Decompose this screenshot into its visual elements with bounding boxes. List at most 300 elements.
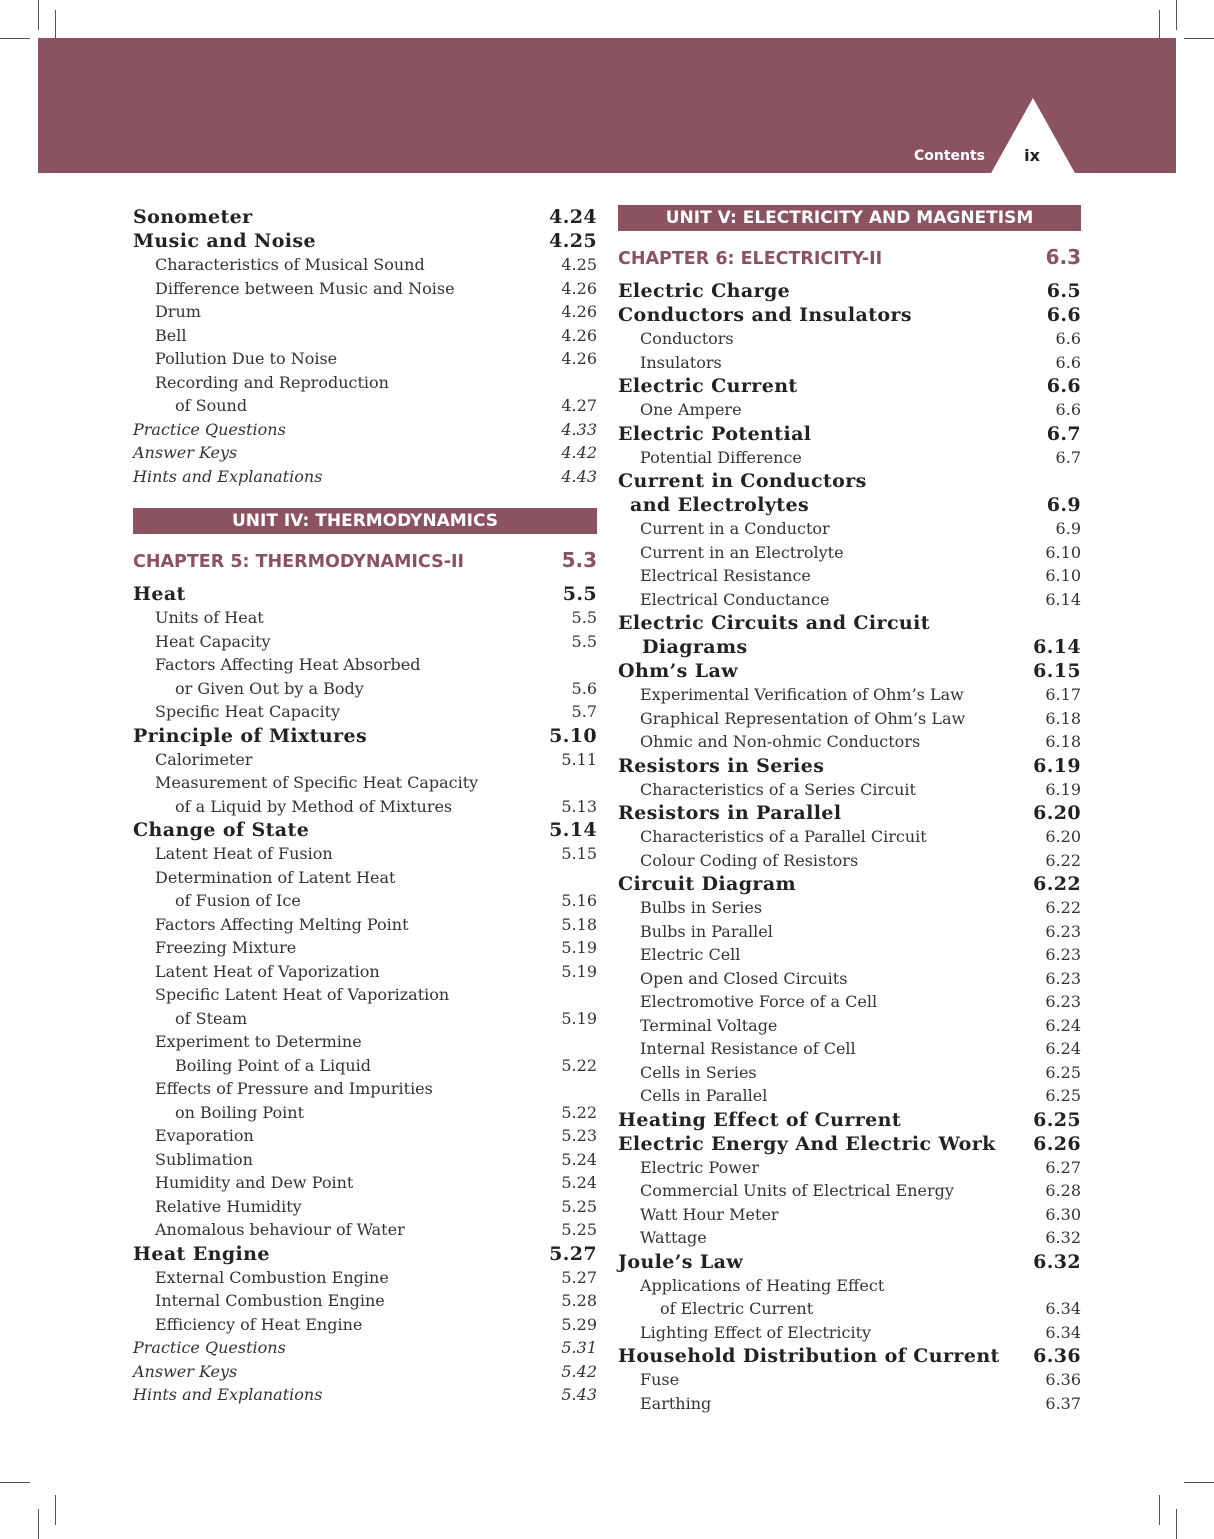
toc-entry-title: Heating Effect of Current — [618, 1108, 902, 1131]
toc-entry-page: 6.14 — [1045, 589, 1081, 609]
toc-left-entries-2 — [133, 582, 597, 1407]
toc-entry — [133, 465, 597, 489]
toc-entry — [618, 422, 1081, 446]
toc-entry-title: Answer Keys — [133, 1361, 238, 1381]
toc-entry-page: 4.26 — [561, 325, 597, 345]
toc-entry-title: Watt Hour Meter — [640, 1204, 779, 1224]
toc-entry-page: 6.36 — [1045, 1370, 1081, 1389]
toc-entry — [133, 771, 597, 795]
toc-entry-title: Potential Difference — [640, 447, 802, 467]
toc-entry — [618, 541, 1081, 565]
toc-entry-page: 6.6 — [1055, 400, 1081, 419]
chapter-heading — [133, 548, 597, 572]
toc-entry — [618, 1156, 1081, 1180]
toc-entry-title: Factors Affecting Melting Point — [155, 914, 409, 934]
toc-entry-page: 6.23 — [1045, 968, 1081, 988]
toc-entry — [618, 588, 1081, 612]
toc-entry-title: Insulators — [640, 352, 722, 372]
toc-entry-title: Specific Heat Capacity — [155, 702, 341, 721]
crop-mark — [1159, 1495, 1160, 1525]
toc-entry-page: 6.6 — [1055, 352, 1081, 372]
toc-entry-page: 5.7 — [571, 702, 597, 721]
toc-entry-title: Effects of Pressure and Impurities — [155, 1079, 433, 1098]
toc-entry — [133, 889, 597, 913]
toc-entry — [133, 1124, 597, 1148]
toc-entry-page: 6.25 — [1045, 1086, 1081, 1105]
toc-entry-title: Heat Capacity — [155, 631, 271, 651]
toc-entry-title: Commercial Units of Electrical Energy — [640, 1181, 954, 1200]
toc-entry-title: Determination of Latent Heat — [155, 867, 396, 887]
toc-entry-page: 5.5 — [562, 583, 597, 605]
toc-entry — [618, 398, 1081, 422]
toc-entry-page: 6.24 — [1045, 1015, 1081, 1035]
toc-entry-page: 4.26 — [561, 278, 597, 298]
toc-entry-page: 5.24 — [561, 1149, 597, 1169]
toc-entry-title: One Ampere — [640, 400, 742, 419]
toc-entry — [618, 1392, 1081, 1416]
toc-entry — [618, 967, 1081, 991]
toc-entry — [133, 1383, 597, 1407]
toc-entry — [133, 394, 597, 418]
toc-entry-page: 6.23 — [1045, 921, 1081, 941]
toc-entry-title: Heat Engine — [133, 1242, 270, 1265]
toc-entry — [618, 564, 1081, 588]
toc-entry-page: 6.7 — [1046, 422, 1081, 445]
toc-entry-page: 4.24 — [549, 206, 597, 228]
toc-entry-title: Characteristics of Musical Sound — [155, 255, 425, 274]
crop-mark — [0, 1482, 30, 1483]
toc-entry — [133, 606, 597, 630]
toc-entry — [618, 920, 1081, 944]
toc-entry-title: Latent Heat of Fusion — [155, 844, 333, 863]
toc-entry-title: Hints and Explanations — [133, 1385, 323, 1404]
toc-entry-title: Practice Questions — [133, 1338, 286, 1357]
toc-entry-title: Current in an Electrolyte — [640, 542, 844, 562]
toc-entry — [133, 1218, 597, 1242]
toc-entry-page: 4.25 — [561, 255, 597, 274]
toc-entry — [618, 1274, 1081, 1298]
toc-entry-title: Graphical Representation of Ohm’s Law — [640, 708, 966, 728]
chapter-heading — [618, 245, 1081, 269]
toc-entry-title: Joule’s Law — [618, 1250, 744, 1273]
toc-entry-page: 5.25 — [561, 1220, 597, 1239]
toc-entry-page: 5.24 — [561, 1173, 597, 1192]
toc-entry-page: 6.10 — [1045, 566, 1081, 585]
crop-mark — [38, 1509, 39, 1539]
toc-entry-title: Recording and Reproduction — [155, 372, 389, 392]
toc-entry-page: 4.26 — [561, 302, 597, 321]
toc-entry — [133, 253, 597, 277]
toc-entry-page: 5.31 — [561, 1338, 597, 1357]
toc-entry — [618, 1226, 1081, 1250]
toc-entry-page: 6.6 — [1055, 329, 1081, 348]
toc-entry-title: Resistors in Parallel — [618, 802, 842, 824]
toc-entry-title: Fuse — [640, 1370, 680, 1389]
toc-entry-title: Electrical Conductance — [640, 589, 830, 609]
toc-entry-title: Lighting Effect of Electricity — [640, 1322, 872, 1342]
toc-entry — [618, 1037, 1081, 1061]
toc-entry-page: 5.42 — [561, 1361, 597, 1381]
toc-entry-title: Difference between Music and Noise — [155, 278, 455, 298]
toc-entry — [133, 229, 597, 253]
toc-entry-page: 6.7 — [1055, 447, 1081, 467]
toc-entry — [618, 943, 1081, 967]
toc-entry-title: Humidity and Dew Point — [155, 1173, 354, 1192]
toc-entry — [133, 418, 597, 442]
toc-entry-title: Conductors and Insulators — [618, 304, 912, 326]
toc-entry — [618, 1344, 1081, 1368]
toc-entry-title: Cells in Parallel — [640, 1086, 768, 1105]
toc-entry — [618, 1179, 1081, 1203]
toc-entry-title: Answer Keys — [133, 443, 238, 462]
toc-entry-title: Characteristics of a Parallel Circuit — [640, 827, 927, 846]
toc-entry-title: Electrical Resistance — [640, 566, 811, 585]
toc-entry — [618, 374, 1081, 398]
toc-entry-page: 5.18 — [561, 914, 597, 934]
toc-entry-page: 6.5 — [1046, 280, 1081, 302]
toc-entry-page: 4.33 — [561, 419, 597, 439]
toc-entry-title: Electromotive Force of a Cell — [640, 992, 878, 1011]
toc-entry-title: Principle of Mixtures — [133, 724, 368, 747]
toc-entry — [133, 653, 597, 677]
toc-entry-title: Change of State — [133, 819, 310, 841]
unit-heading: UNIT IV: THERMODYNAMICS — [133, 508, 597, 534]
toc-entry-title: Open and Closed Circuits — [640, 968, 848, 988]
toc-entry — [618, 778, 1081, 802]
toc-entry-title: on Boiling Point — [175, 1102, 304, 1122]
toc-entry-page: 6.18 — [1045, 732, 1081, 751]
toc-entry-page: 5.14 — [549, 819, 597, 841]
toc-entry — [133, 630, 597, 654]
toc-entry-title: Hints and Explanations — [133, 466, 323, 486]
toc-entry — [133, 983, 597, 1007]
toc-entry-title: Calorimeter — [155, 749, 253, 769]
crop-mark — [1159, 10, 1160, 40]
toc-entry-page: 6.19 — [1045, 779, 1081, 799]
toc-entry-title: Evaporation — [155, 1126, 254, 1145]
toc-entry-page: 5.11 — [561, 749, 597, 769]
toc-entry-title: Relative Humidity — [155, 1196, 302, 1216]
toc-entry — [133, 866, 597, 890]
toc-entry — [618, 1084, 1081, 1108]
toc-entry-page: 6.27 — [1045, 1157, 1081, 1177]
toc-entry-page: 6.36 — [1033, 1345, 1081, 1367]
toc-entry — [133, 842, 597, 866]
toc-entry — [618, 659, 1081, 683]
toc-entry-page: 4.43 — [561, 466, 597, 486]
toc-entry — [618, 1321, 1081, 1345]
toc-entry-page: 6.32 — [1033, 1250, 1081, 1273]
toc-entry — [618, 1061, 1081, 1085]
toc-entry-title: Electric Cell — [640, 945, 741, 964]
toc-entry — [133, 795, 597, 819]
toc-entry — [133, 205, 597, 229]
toc-entry — [618, 896, 1081, 920]
toc-entry — [133, 1195, 597, 1219]
toc-entry-title: Sublimation — [155, 1149, 253, 1169]
toc-entry-page: 4.26 — [561, 349, 597, 368]
toc-entry-title: Electric Power — [640, 1157, 760, 1177]
toc-entry-title: External Combustion Engine — [155, 1267, 389, 1287]
toc-entry-title: Conductors — [640, 329, 734, 348]
toc-entry-title: Pollution Due to Noise — [155, 349, 338, 368]
crop-mark — [1176, 0, 1177, 30]
toc-entry-page: 6.28 — [1045, 1181, 1081, 1200]
toc-entry-page: 6.37 — [1045, 1393, 1081, 1413]
toc-entry-page: 6.34 — [1045, 1299, 1081, 1318]
toc-entry-page: 6.25 — [1045, 1062, 1081, 1082]
toc-entry-title: Electric Charge — [618, 280, 791, 302]
toc-entry — [618, 1203, 1081, 1227]
toc-entry-title: Measurement of Specific Heat Capacity — [155, 773, 479, 792]
toc-entry-title: Earthing — [640, 1393, 712, 1413]
toc-entry — [618, 990, 1081, 1014]
toc-entry — [133, 1054, 597, 1078]
toc-entry-page: 6.22 — [1045, 850, 1081, 870]
toc-entry — [133, 300, 597, 324]
toc-entry-title: Bell — [155, 325, 187, 345]
toc-entry-title: Cells in Series — [640, 1062, 757, 1082]
toc-entry — [133, 1360, 597, 1384]
toc-entry — [618, 327, 1081, 351]
toc-entry — [618, 351, 1081, 375]
toc-entry — [133, 1336, 597, 1360]
crop-mark — [38, 0, 39, 30]
toc-entry-title: of Fusion of Ice — [175, 891, 301, 910]
crop-mark — [1184, 38, 1214, 39]
toc-entry-page: 6.32 — [1045, 1228, 1081, 1247]
toc-entry-title: Electric Circuits and Circuit — [618, 612, 930, 634]
crop-mark — [55, 10, 56, 40]
toc-entry-page: 5.13 — [561, 796, 597, 816]
toc-entry — [133, 913, 597, 937]
toc-entry — [133, 1313, 597, 1337]
crop-mark — [1176, 1509, 1177, 1539]
toc-entry-page: 6.24 — [1045, 1039, 1081, 1058]
toc-entry-title: Music and Noise — [133, 230, 317, 252]
toc-entry-page: 5.23 — [561, 1126, 597, 1145]
toc-entry — [133, 324, 597, 348]
toc-entry — [133, 724, 597, 748]
toc-entry-title: Sonometer — [133, 206, 253, 228]
toc-entry-title: of Sound — [175, 396, 248, 415]
toc-entry — [133, 1266, 597, 1290]
toc-entry — [133, 582, 597, 606]
toc-entry — [133, 748, 597, 772]
toc-entry-title: Internal Resistance of Cell — [640, 1039, 856, 1058]
toc-entry-title: Current in Conductors — [618, 470, 867, 492]
toc-entry-title: Current in a Conductor — [640, 519, 830, 538]
toc-entry-title: Freezing Mixture — [155, 938, 297, 957]
crop-mark — [0, 38, 30, 39]
toc-entry-page: 5.19 — [561, 938, 597, 957]
toc-entry — [133, 1007, 597, 1031]
toc-entry — [618, 517, 1081, 541]
toc-entry — [133, 441, 597, 465]
toc-entry-page: 6.26 — [1033, 1132, 1081, 1155]
toc-entry-title: Drum — [155, 302, 201, 321]
toc-entry — [133, 677, 597, 701]
toc-left-column — [133, 205, 597, 1407]
toc-entry-title: Wattage — [640, 1228, 707, 1247]
toc-entry-page: 5.10 — [549, 724, 597, 747]
toc-entry — [133, 960, 597, 984]
toc-entry — [133, 1101, 597, 1125]
toc-entry-page: 6.6 — [1046, 304, 1081, 326]
toc-entry — [618, 683, 1081, 707]
toc-entry-page: 6.6 — [1046, 375, 1081, 397]
toc-right-column — [618, 205, 1081, 1415]
toc-entry-page: 6.25 — [1033, 1108, 1081, 1131]
toc-entry-page: 6.17 — [1045, 685, 1081, 704]
toc-entry — [133, 700, 597, 724]
toc-entry-page: 6.34 — [1045, 1322, 1081, 1342]
toc-entry-page: 6.20 — [1045, 827, 1081, 846]
toc-entry-title: Circuit Diagram — [618, 873, 797, 895]
toc-entry-page: 6.18 — [1045, 708, 1081, 728]
chapter-title: CHAPTER 6: ELECTRICITY-II — [618, 249, 883, 269]
toc-entry-title: Colour Coding of Resistors — [640, 850, 859, 870]
toc-right-entries — [618, 279, 1081, 1415]
toc-entry-title: Terminal Voltage — [640, 1015, 778, 1035]
toc-entry-title: Electric Energy And Electric Work — [618, 1132, 996, 1155]
toc-entry-title: or Given Out by a Body — [175, 678, 364, 698]
toc-entry-title: of Electric Current — [660, 1299, 814, 1318]
toc-entry — [618, 825, 1081, 849]
toc-entry — [133, 1030, 597, 1054]
toc-entry-page: 5.27 — [549, 1242, 597, 1265]
toc-entry-page: 5.15 — [561, 844, 597, 863]
toc-entry-page: 6.30 — [1045, 1204, 1081, 1224]
header-contents-label: Contents — [913, 148, 985, 164]
crop-mark — [1184, 1482, 1214, 1483]
toc-entry-title: Ohmic and Non-ohmic Conductors — [640, 732, 921, 751]
toc-entry — [618, 1250, 1081, 1274]
toc-entry-title: of Steam — [175, 1008, 248, 1028]
toc-entry — [618, 872, 1081, 896]
toc-entry — [133, 277, 597, 301]
toc-entry-title: Units of Heat — [155, 608, 264, 627]
toc-entry — [618, 446, 1081, 470]
toc-entry-page: 5.22 — [561, 1055, 597, 1075]
chapter-page: 6.3 — [1045, 245, 1081, 269]
toc-entry-page: 6.14 — [1033, 636, 1081, 658]
toc-entry-title: of a Liquid by Method of Mixtures — [175, 796, 453, 816]
toc-entry-page: 6.22 — [1045, 898, 1081, 917]
crop-mark — [55, 1495, 56, 1525]
toc-entry-page: 5.22 — [561, 1102, 597, 1122]
toc-entry — [618, 707, 1081, 731]
toc-entry-page: 6.10 — [1045, 542, 1081, 562]
toc-entry-page: 4.27 — [561, 396, 597, 415]
toc-entry — [618, 1368, 1081, 1392]
toc-entry-title: Latent Heat of Vaporization — [155, 961, 380, 981]
toc-entry-page: 6.23 — [1045, 992, 1081, 1011]
toc-entry — [618, 1297, 1081, 1321]
toc-entry-title: Resistors in Series — [618, 754, 825, 777]
chapter-title: CHAPTER 5: THERMODYNAMICS-II — [133, 552, 464, 572]
toc-entry — [618, 469, 1081, 493]
toc-entry-page: 6.9 — [1046, 494, 1081, 516]
toc-entry-page: 5.5 — [571, 608, 597, 627]
unit-heading: UNIT V: ELECTRICITY AND MAGNETISM — [618, 205, 1081, 231]
toc-entry-page: 5.28 — [561, 1291, 597, 1310]
toc-entry-page: 5.27 — [561, 1267, 597, 1287]
toc-entry — [618, 730, 1081, 754]
toc-entry — [618, 849, 1081, 873]
toc-entry-page: 6.19 — [1033, 754, 1081, 777]
toc-entry-title: Applications of Heating Effect — [640, 1275, 885, 1295]
chapter-page: 5.3 — [561, 548, 597, 572]
toc-entry-title: Heat — [133, 583, 186, 605]
toc-entry-title: Electric Potential — [618, 422, 812, 445]
toc-entry — [133, 1077, 597, 1101]
toc-entry-title: Efficiency of Heat Engine — [155, 1314, 363, 1334]
toc-entry-title: Household Distribution of Current — [618, 1345, 1000, 1367]
toc-entry-title: Practice Questions — [133, 419, 286, 439]
toc-entry-page: 6.22 — [1033, 873, 1081, 895]
toc-entry — [133, 347, 597, 371]
toc-entry-title: and Electrolytes — [630, 494, 810, 516]
toc-entry-page: 5.19 — [561, 1008, 597, 1028]
toc-entry-title: Boiling Point of a Liquid — [175, 1055, 371, 1075]
toc-entry-title: Electric Current — [618, 375, 798, 397]
toc-entry-page: 5.25 — [561, 1196, 597, 1216]
toc-entry-page: 5.19 — [561, 961, 597, 981]
toc-entry-page: 4.42 — [561, 443, 597, 462]
toc-entry — [133, 1289, 597, 1313]
toc-entry-title: Internal Combustion Engine — [155, 1291, 385, 1310]
toc-entry-title: Experimental Verification of Ohm’s Law — [640, 685, 964, 704]
toc-entry-title: Diagrams — [642, 636, 748, 658]
toc-entry — [618, 801, 1081, 825]
toc-entry — [133, 1242, 597, 1266]
toc-entry — [618, 635, 1081, 659]
toc-entry — [133, 1171, 597, 1195]
toc-entry-page: 5.16 — [561, 891, 597, 910]
toc-entry — [133, 818, 597, 842]
toc-entry-title: Bulbs in Series — [640, 898, 763, 917]
toc-entry-page: 6.20 — [1033, 802, 1081, 824]
toc-entry-title: Ohm’s Law — [618, 660, 739, 682]
toc-entry-page: 6.15 — [1033, 660, 1081, 682]
toc-entry — [618, 1108, 1081, 1132]
toc-entry — [618, 1132, 1081, 1156]
toc-entry-title: Anomalous behaviour of Water — [155, 1220, 405, 1239]
toc-entry-title: Specific Latent Heat of Vaporization — [155, 985, 450, 1004]
toc-entry — [133, 1148, 597, 1172]
toc-entry — [133, 371, 597, 395]
toc-entry-page: 4.25 — [549, 230, 597, 252]
toc-entry-page: 6.23 — [1045, 945, 1081, 964]
toc-entry-page: 5.43 — [561, 1385, 597, 1404]
toc-entry — [618, 279, 1081, 303]
toc-entry — [618, 611, 1081, 635]
toc-entry — [618, 1014, 1081, 1038]
toc-left-entries — [133, 205, 597, 488]
toc-entry-page: 5.29 — [561, 1314, 597, 1334]
toc-entry — [618, 754, 1081, 778]
toc-entry-page: 5.6 — [571, 678, 597, 698]
header-page-number: ix — [1024, 146, 1040, 165]
toc-entry — [618, 303, 1081, 327]
toc-entry-title: Factors Affecting Heat Absorbed — [155, 655, 421, 674]
toc-entry-page: 6.9 — [1055, 519, 1081, 538]
toc-entry — [618, 493, 1081, 517]
toc-entry — [133, 936, 597, 960]
toc-entry-title: Experiment to Determine — [155, 1032, 362, 1051]
toc-entry-page: 5.5 — [571, 631, 597, 651]
